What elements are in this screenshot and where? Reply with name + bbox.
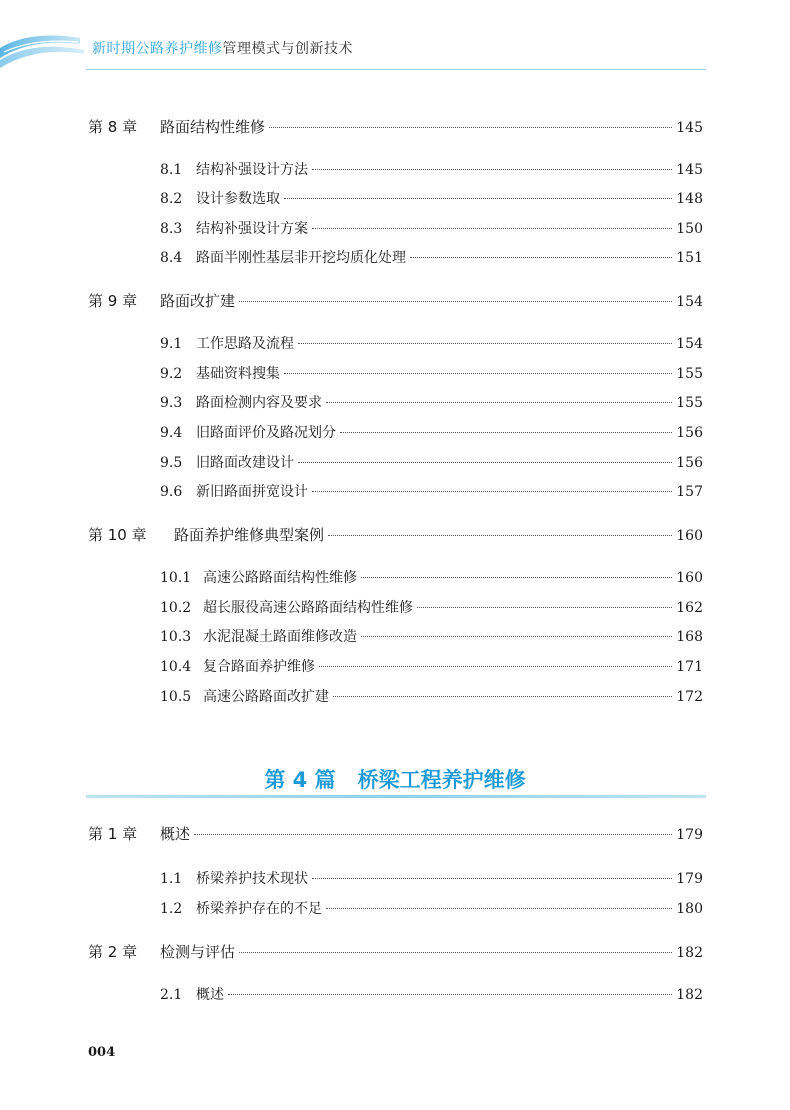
toc-dot-leader — [361, 577, 672, 578]
part-number: 第 4 篇 — [264, 768, 336, 792]
toc-section-title: 工作思路及流程 — [196, 336, 294, 352]
toc-section-10-4[interactable] — [160, 656, 703, 676]
toc-dot-leader — [269, 127, 672, 128]
toc-page-number: 148 — [676, 191, 703, 207]
toc-section-8-3[interactable] — [160, 218, 703, 238]
toc-section-9-4[interactable] — [160, 422, 703, 442]
toc-section-9-5[interactable] — [160, 452, 703, 472]
toc-section-number: 10.3 — [160, 629, 192, 645]
toc-dot-leader — [228, 994, 672, 995]
part-heading-rule — [86, 795, 706, 798]
toc-page-number: 182 — [676, 945, 703, 961]
toc-page-number: 154 — [676, 294, 703, 310]
toc-section-title: 旧路面评价及路况划分 — [196, 425, 336, 441]
toc-section-title: 概述 — [196, 987, 224, 1003]
toc-page-number: 156 — [676, 455, 703, 471]
toc-dot-leader — [284, 198, 672, 199]
toc-section-9-3[interactable] — [160, 392, 703, 412]
toc-page-number: 145 — [676, 162, 703, 178]
toc-section-8-2[interactable] — [160, 188, 703, 208]
toc-section-number: 2.1 — [160, 987, 183, 1003]
header-title-rest: 管理模式与创新技术 — [222, 41, 353, 57]
part-title: 桥梁工程养护维修 — [357, 768, 526, 792]
toc-chapter-9[interactable] — [88, 290, 703, 311]
toc-section-10-1[interactable] — [160, 567, 703, 587]
toc-dot-leader — [312, 169, 672, 170]
toc-section-title: 水泥混凝土路面维修改造 — [203, 629, 357, 645]
toc-section-number: 8.4 — [160, 250, 183, 266]
toc-page-number: 171 — [676, 659, 703, 675]
toc-chapter-2[interactable] — [88, 941, 703, 962]
toc-section-title: 旧路面改建设计 — [196, 455, 294, 471]
toc-dot-leader — [312, 878, 672, 879]
toc-section-number: 9.4 — [160, 425, 183, 441]
toc-chapter-8[interactable] — [88, 116, 703, 137]
toc-page-number: 151 — [676, 250, 703, 266]
toc-dot-leader — [340, 432, 672, 433]
toc-section-number: 9.3 — [160, 395, 183, 411]
toc-dot-leader — [312, 491, 672, 492]
toc-page-number: 150 — [676, 221, 703, 237]
toc-section-10-2[interactable] — [160, 597, 703, 617]
toc-page-number: 168 — [676, 629, 703, 645]
toc-section-9-1[interactable] — [160, 333, 703, 353]
toc-dot-leader — [326, 402, 672, 403]
toc-section-title: 桥梁养护存在的不足 — [196, 901, 322, 917]
toc-section-number: 9.6 — [160, 484, 183, 500]
toc-dot-leader — [333, 696, 672, 697]
toc-section-10-5[interactable] — [160, 686, 703, 706]
toc-section-number: 8.1 — [160, 162, 183, 178]
toc-section-8-1[interactable] — [160, 159, 703, 179]
toc-section-9-6[interactable] — [160, 481, 703, 501]
toc-page-number: 180 — [676, 901, 703, 917]
toc-section-number: 9.2 — [160, 366, 183, 382]
toc-section-title: 路面半刚性基层非开挖均质化处理 — [196, 250, 406, 266]
toc-section-number: 10.1 — [160, 570, 192, 586]
toc-page-number: 179 — [676, 871, 703, 887]
toc-dot-leader — [239, 952, 672, 953]
toc-page-number: 154 — [676, 336, 703, 352]
toc-dot-leader — [319, 666, 672, 667]
toc-chapter-number: 第 1 章 — [88, 825, 138, 843]
toc-dot-leader — [326, 908, 672, 909]
toc-section-1-2[interactable] — [160, 898, 703, 918]
toc-dot-leader — [410, 257, 672, 258]
part-heading — [0, 764, 790, 794]
toc-section-number: 9.5 — [160, 455, 183, 471]
toc-section-title: 复合路面养护维修 — [203, 659, 315, 675]
toc-page-number: 182 — [676, 987, 703, 1003]
toc-section-1-1[interactable] — [160, 868, 703, 888]
toc-dot-leader — [298, 343, 672, 344]
toc-section-number: 8.2 — [160, 191, 183, 207]
toc-chapter-number: 第 2 章 — [88, 943, 138, 961]
toc-chapter-10[interactable] — [88, 524, 703, 545]
toc-page-number: 160 — [676, 528, 703, 544]
toc-dot-leader — [328, 535, 672, 536]
toc-page-number: 155 — [676, 366, 703, 382]
toc-dot-leader — [361, 636, 672, 637]
toc-section-title: 超长服役高速公路路面结构性维修 — [203, 600, 413, 616]
toc-section-title: 设计参数选取 — [196, 191, 280, 207]
toc-chapter-title: 检测与评估 — [160, 943, 236, 961]
toc-page-number: 172 — [676, 689, 703, 705]
toc-section-number: 1.1 — [160, 871, 183, 887]
toc-section-8-4[interactable] — [160, 247, 703, 267]
toc-page-number: 160 — [676, 570, 703, 586]
toc-chapter-title: 概述 — [160, 825, 191, 843]
toc-page-number: 145 — [676, 120, 703, 136]
toc-chapter-title: 路面改扩建 — [160, 292, 236, 310]
running-header — [0, 0, 790, 80]
page-folio: 004 — [88, 1045, 116, 1060]
toc-page-number: 179 — [676, 827, 703, 843]
toc-section-number: 8.3 — [160, 221, 183, 237]
toc-section-number: 1.2 — [160, 901, 183, 917]
toc-dot-leader — [312, 228, 672, 229]
toc-section-title: 桥梁养护技术现状 — [196, 871, 308, 887]
toc-page-number: 156 — [676, 425, 703, 441]
toc-section-number: 9.1 — [160, 336, 183, 352]
toc-section-title: 高速公路路面改扩建 — [203, 689, 329, 705]
toc-section-number: 10.5 — [160, 689, 192, 705]
toc-dot-leader — [417, 607, 672, 608]
toc-page-number: 157 — [676, 484, 703, 500]
toc-section-10-3[interactable] — [160, 626, 703, 646]
toc-page-number: 155 — [676, 395, 703, 411]
toc-section-title: 路面检测内容及要求 — [196, 395, 322, 411]
toc-page-number: 162 — [676, 600, 703, 616]
toc-chapter-number: 第 8 章 — [88, 118, 138, 136]
toc-section-2-1[interactable] — [160, 984, 703, 1004]
header-title-highlight: 新时期公路养护维修 — [92, 41, 223, 57]
toc-section-title: 基础资料搜集 — [196, 366, 280, 382]
toc-section-number: 10.2 — [160, 600, 192, 616]
toc-section-title: 高速公路路面结构性维修 — [203, 570, 357, 586]
toc-chapter-number: 第 10 章 — [88, 526, 147, 544]
running-header-title — [92, 38, 353, 58]
toc-dot-leader — [239, 301, 672, 302]
toc-chapter-1[interactable] — [88, 823, 703, 844]
toc-section-number: 10.4 — [160, 659, 192, 675]
toc-section-9-2[interactable] — [160, 363, 703, 383]
toc-chapter-number: 第 9 章 — [88, 292, 138, 310]
toc-chapter-title: 路面结构性维修 — [160, 118, 266, 136]
toc-section-title: 结构补强设计方法 — [196, 162, 308, 178]
toc-section-title: 结构补强设计方案 — [196, 221, 308, 237]
toc-dot-leader — [284, 373, 672, 374]
toc-chapter-title: 路面养护维修典型案例 — [174, 526, 325, 544]
toc-section-title: 新旧路面拼宽设计 — [196, 484, 308, 500]
toc-dot-leader — [194, 834, 672, 835]
toc-dot-leader — [298, 462, 672, 463]
header-rule — [86, 69, 706, 70]
